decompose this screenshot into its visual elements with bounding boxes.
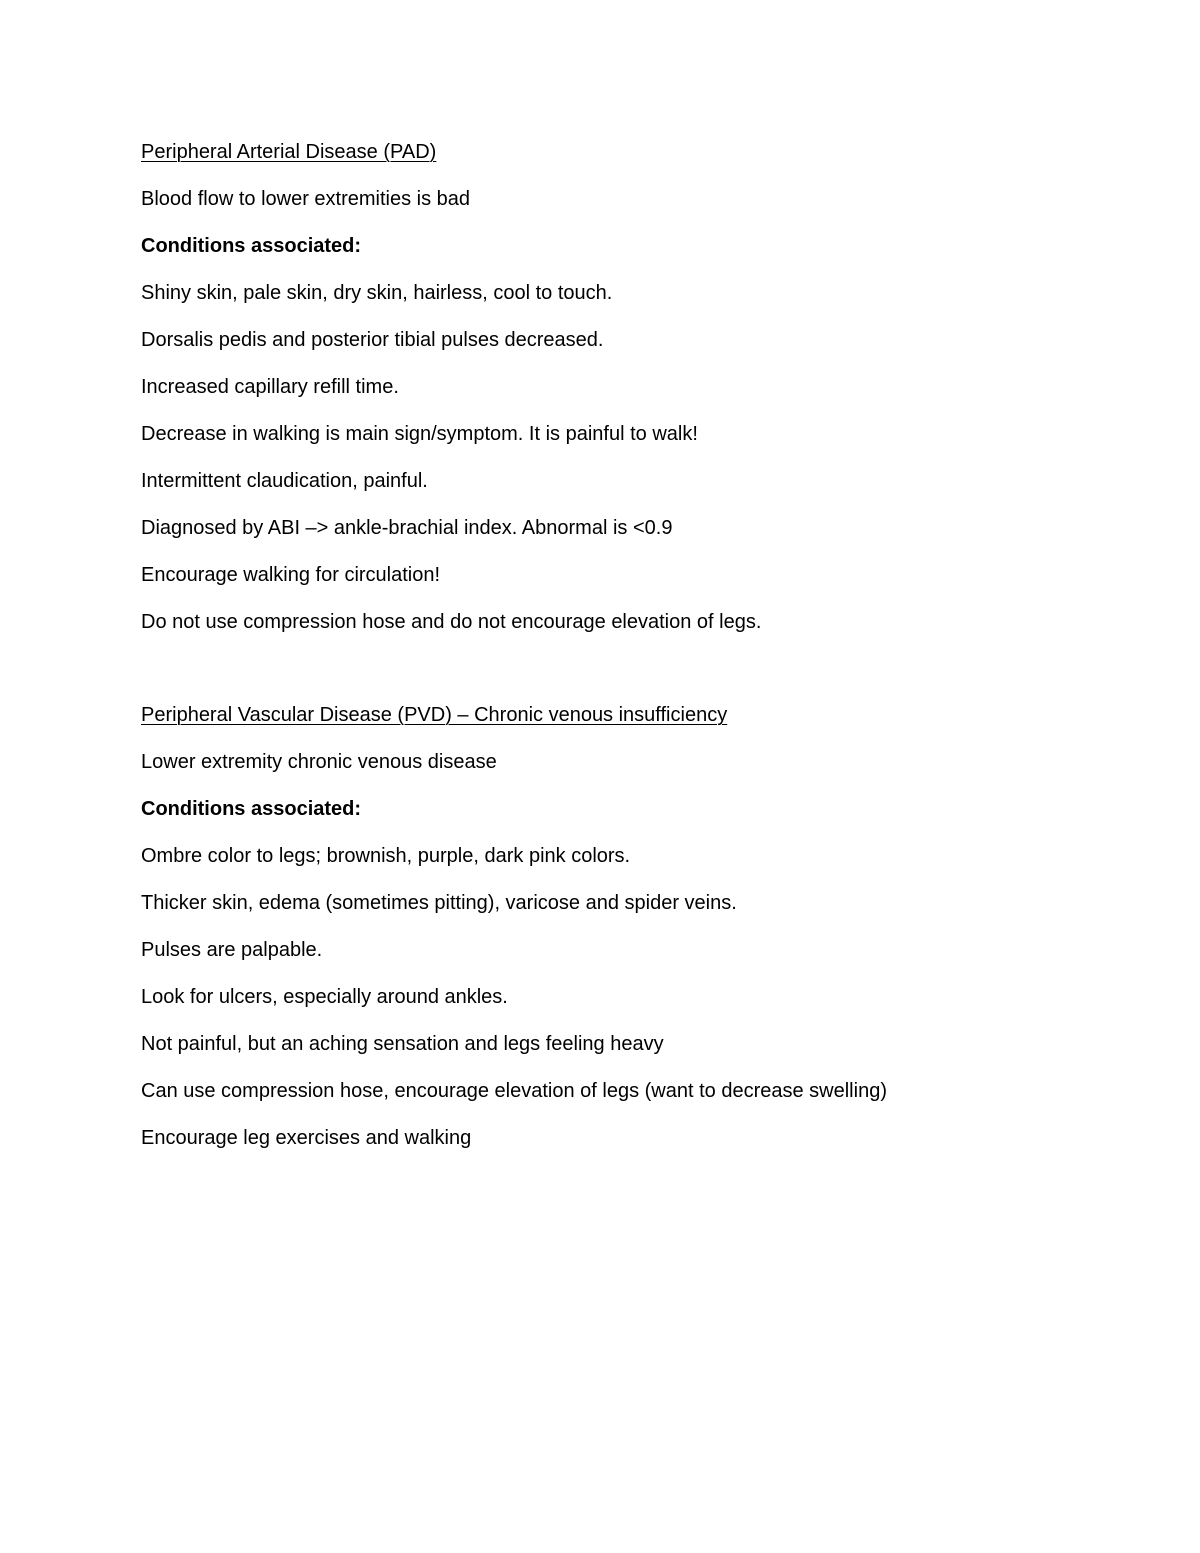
condition-item: Decrease in walking is main sign/symptom. It is painful to walk! — [141, 423, 698, 445]
condition-item: Encourage walking for circulation! — [141, 564, 441, 586]
condition-item: Not painful, but an aching sensation and legs feeling heavy — [141, 1033, 664, 1055]
section-description: Lower extremity chronic venous disease — [141, 751, 497, 773]
section-pvd — [141, 703, 1141, 1150]
section-heading: Peripheral Arterial Disease (PAD) — [141, 141, 437, 163]
condition-item: Encourage leg exercises and walking — [141, 1127, 472, 1149]
condition-item: Intermittent claudication, painful. — [141, 470, 428, 492]
condition-item: Ombre color to legs; brownish, purple, dark pink colors. — [141, 845, 631, 867]
condition-item: Shiny skin, pale skin, dry skin, hairless, cool to touch. — [141, 282, 613, 304]
conditions-label: Conditions associated: — [141, 798, 362, 820]
condition-item: Thicker skin, edema (sometimes pitting), varicose and spider veins. — [141, 892, 737, 914]
section-description: Blood flow to lower extremities is bad — [141, 188, 471, 210]
condition-item: Can use compression hose, encourage elevation of legs (want to decrease swelling) — [141, 1080, 887, 1102]
section-heading: Peripheral Vascular Disease (PVD) – Chronic venous insufficiency — [141, 704, 728, 726]
section-spacer — [141, 657, 1141, 703]
section-pad — [141, 140, 1141, 634]
conditions-label: Conditions associated: — [141, 235, 362, 257]
document-content — [141, 140, 1141, 1173]
condition-item: Look for ulcers, especially around ankles. — [141, 986, 508, 1008]
condition-item: Dorsalis pedis and posterior tibial pulses decreased. — [141, 329, 604, 351]
condition-item: Do not use compression hose and do not encourage elevation of legs. — [141, 611, 762, 633]
condition-item: Increased capillary refill time. — [141, 376, 399, 398]
condition-item: Diagnosed by ABI –> ankle-brachial index. Abnormal is <0.9 — [141, 517, 673, 539]
condition-item: Pulses are palpable. — [141, 939, 323, 961]
